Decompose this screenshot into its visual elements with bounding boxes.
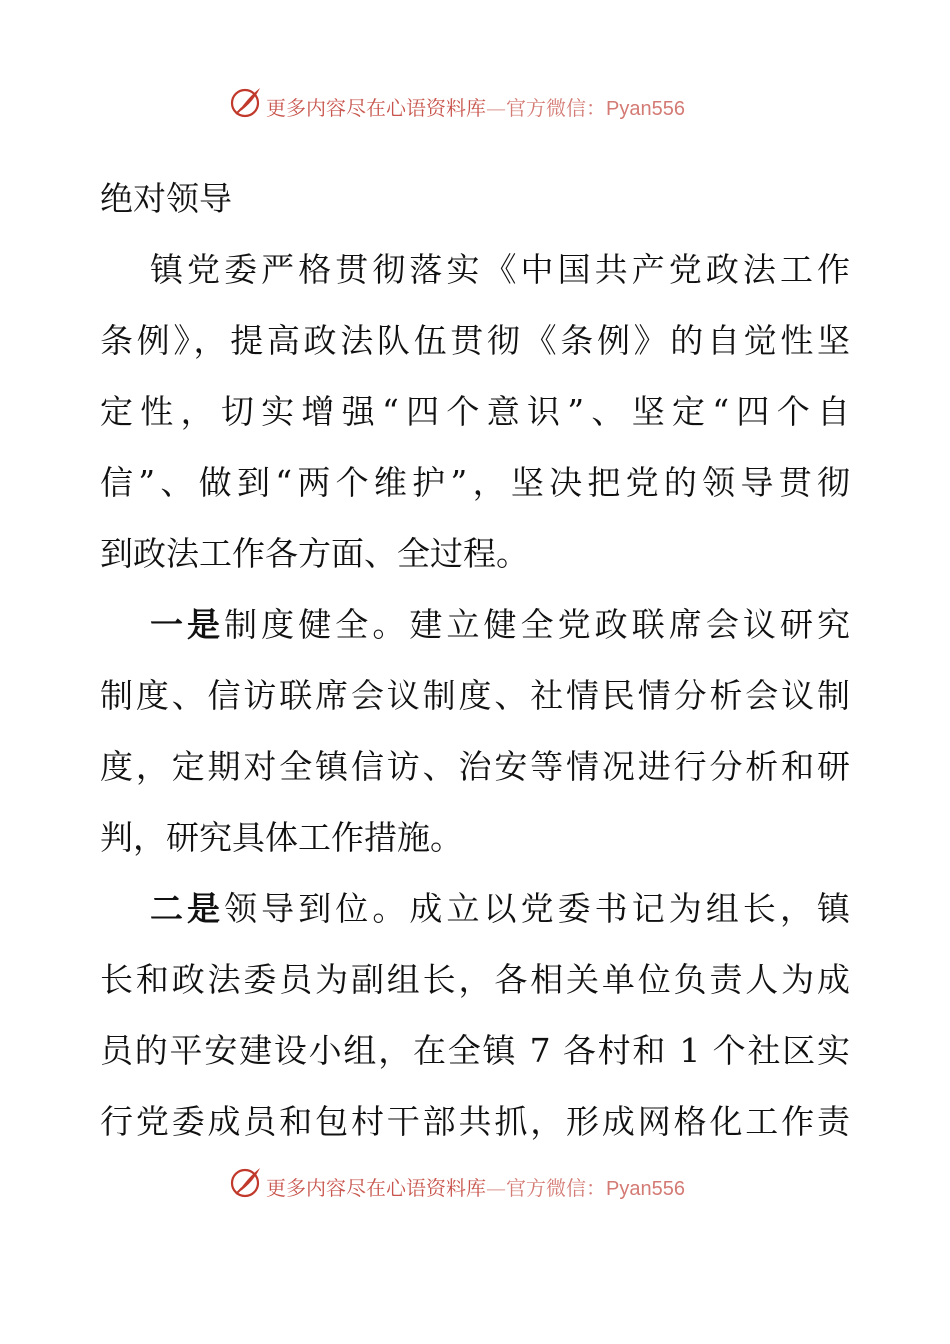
paragraph-0-line: 绝对领导 (100, 179, 232, 218)
watermark-text (266, 92, 685, 121)
paragraph-2-line: 制度、信访联席会议制度、社情民情分析会议制 (100, 676, 850, 715)
paragraph-3-line-first (100, 873, 850, 944)
quill-logo-icon (228, 84, 264, 120)
paragraph-1-line: 信”、做到“两个维护”，坚决把党的领导贯彻 (100, 463, 850, 502)
watermark-main: 更多内容尽在心语资料库 (266, 1176, 486, 1200)
watermark-main: 更多内容尽在心语资料库 (266, 96, 486, 120)
paragraph-3-text: 领导到位。成立以党委书记为组长，镇 (224, 889, 850, 928)
paragraph-3-line: 行党委成员和包村干部共抓，形成网格化工作责 (100, 1102, 850, 1141)
paragraph-3-line: 员的平安建设小组，在全镇 7 各村和 1 个社区实 (100, 1031, 850, 1070)
watermark-wechat-label: 官方微信： (506, 1176, 606, 1200)
watermark-text (266, 1172, 685, 1201)
quill-logo-icon (228, 1164, 264, 1200)
header-watermark (0, 78, 950, 128)
paragraph-2-line: 度，定期对全镇信访、治安等情况进行分析和研 (100, 747, 850, 786)
paragraph-2-line-first (100, 589, 850, 660)
paragraph-1-line: 条例》，提高政法队伍贯彻《条例》的自觉性坚 (100, 321, 850, 360)
paragraph-1-line: 到政法工作各方面、全过程。 (100, 534, 529, 573)
paragraph-2-line: 判，研究具体工作措施。 (100, 818, 463, 857)
paragraph-3-line: 长和政法委员为副组长，各相关单位负责人为成 (100, 960, 850, 999)
paragraph-3-lead: 二是 (150, 889, 225, 928)
watermark-wechat-id: Pyan556 (606, 98, 685, 120)
paragraph-1-line: 镇党委严格贯彻落实《中国共产党政法工作 (150, 250, 850, 289)
watermark-separator: — (486, 1176, 506, 1200)
paragraph-2-lead: 一是 (150, 605, 225, 644)
watermark-separator: — (486, 96, 506, 120)
paragraph-2-text: 制度健全。建立健全党政联席会议研究 (224, 605, 850, 644)
document-body (100, 163, 850, 1157)
footer-watermark (0, 1158, 950, 1208)
watermark-wechat-id: Pyan556 (606, 1178, 685, 1200)
watermark-wechat-label: 官方微信： (506, 96, 606, 120)
paragraph-1-line: 定性，切实增强“四个意识”、坚定“四个自 (100, 392, 850, 431)
